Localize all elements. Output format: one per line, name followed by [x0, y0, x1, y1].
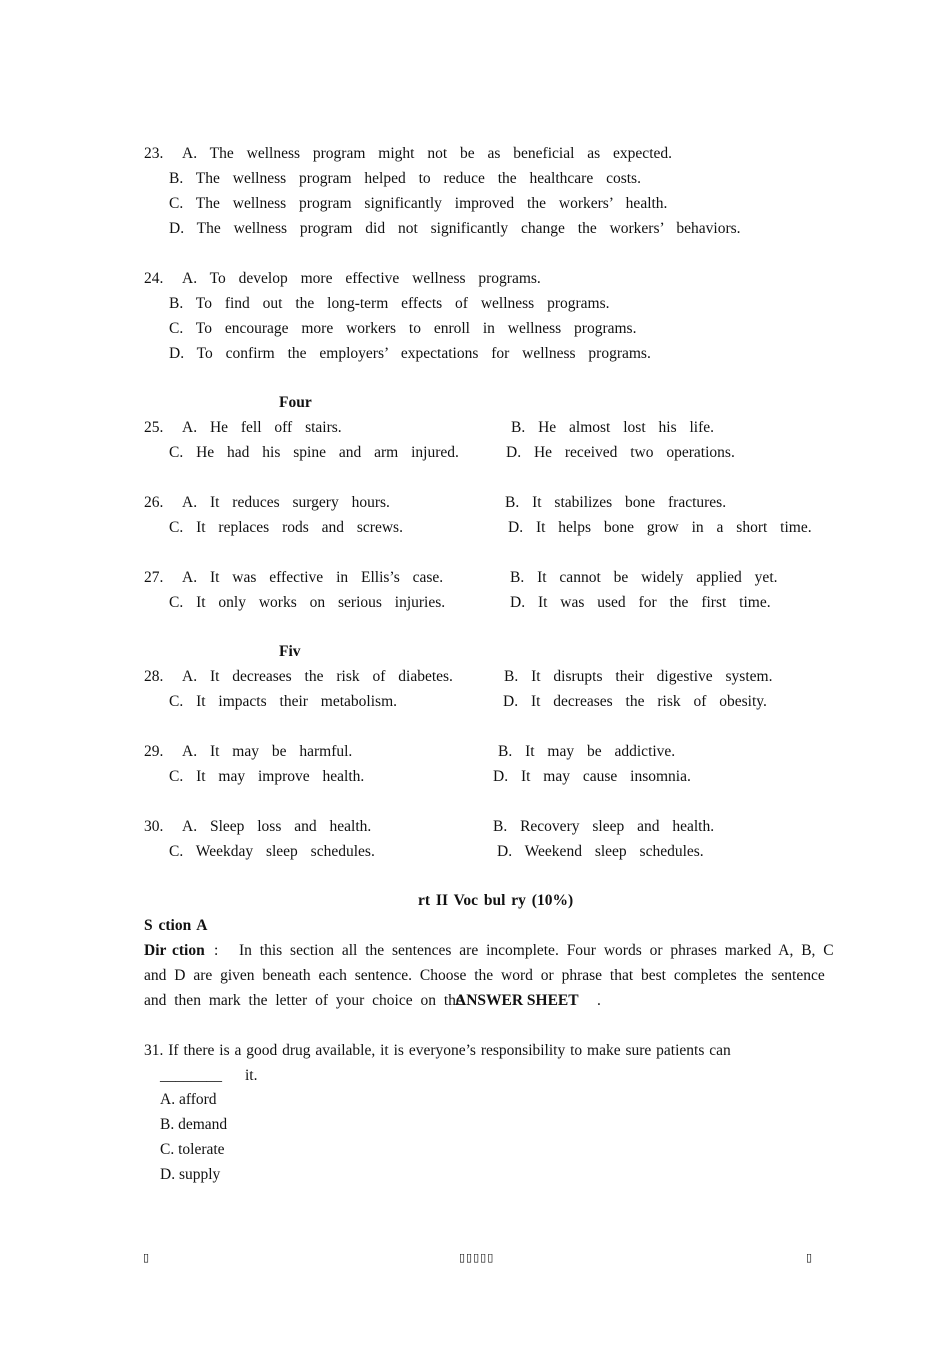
- q29-option-c: C. It may improve health.: [169, 768, 365, 785]
- q27-option-a: A. It was effective in Ellis’s case.: [182, 569, 444, 586]
- q24-option-d: D. To confirm the employers’ expectations for wellness programs.: [169, 345, 651, 362]
- q29-option-a: A. It may be harmful.: [182, 743, 353, 760]
- q31-blank: ________: [160, 1067, 222, 1084]
- q27-option-c: C. It only works on serious injuries.: [169, 594, 446, 611]
- q29-option-d: D. It may cause insomnia.: [493, 768, 691, 785]
- q31-stem: 31. If there is a good drug available, it is everyone’s responsibility to make sure patients can: [144, 1042, 731, 1059]
- q25-option-d: D. He received two operations.: [506, 444, 735, 461]
- directions-label: Dir ction: [144, 942, 205, 959]
- passage-four-heading: Four: [279, 394, 312, 411]
- q29-option-b: B. It may be addictive.: [498, 743, 676, 760]
- directions-line-1: In this section all the sentences are incomplete. Four words or phrases marked A, B, C: [239, 942, 834, 959]
- directions-period: .: [597, 992, 601, 1009]
- directions-line-2: and D are given beneath each sentence. Choose the word or phrase that best completes the sentence: [144, 967, 825, 984]
- q28-option-a: A. It decreases the risk of diabetes.: [182, 668, 453, 685]
- q23-option-c: C. The wellness program significantly improved the workers’ health.: [169, 195, 668, 212]
- q28-option-d: D. It decreases the risk of obesity.: [503, 693, 767, 710]
- q30-option-c: C. Weekday sleep schedules.: [169, 843, 375, 860]
- q31-option-b: B. demand: [160, 1116, 228, 1133]
- q25-option-a: A. He fell off stairs.: [182, 419, 342, 436]
- q26-option-d: D. It helps bone grow in a short time.: [508, 519, 812, 536]
- q24-number: 24.: [144, 270, 164, 287]
- q26-number: 26.: [144, 494, 164, 511]
- q30-option-d: D. Weekend sleep schedules.: [497, 843, 704, 860]
- passage-five-heading: Fiv: [279, 643, 301, 660]
- directions-line-3: and then mark the letter of your choice on the: [144, 992, 463, 1009]
- q27-option-d: D. It was used for the first time.: [510, 594, 771, 611]
- footer-left-glyph: ▯: [143, 1251, 150, 1264]
- q24-option-b: B. To find out the long-term effects of wellness programs.: [169, 295, 610, 312]
- q30-number: 30.: [144, 818, 164, 835]
- q26-option-c: C. It replaces rods and screws.: [169, 519, 403, 536]
- directions-colon: :: [214, 942, 219, 959]
- q28-option-c: C. It impacts their metabolism.: [169, 693, 397, 710]
- q28-option-b: B. It disrupts their digestive system.: [504, 668, 773, 685]
- q31-option-c: C. tolerate: [160, 1141, 225, 1158]
- q31-option-a: A. afford: [160, 1091, 217, 1108]
- q30-option-b: B. Recovery sleep and health.: [493, 818, 715, 835]
- section-heading: S ction A: [144, 917, 208, 934]
- q23-option-b: B. The wellness program helped to reduce the healthcare costs.: [169, 170, 641, 187]
- q23-option-d: D. The wellness program did not significantly change the workers’ behaviors.: [169, 220, 741, 237]
- answer-sheet-label: ANSWER SHEET: [455, 992, 579, 1009]
- footer-right-glyph: ▯: [806, 1251, 813, 1264]
- q30-option-a: A. Sleep loss and health.: [182, 818, 372, 835]
- q29-number: 29.: [144, 743, 164, 760]
- part-heading: rt II Voc bul ry (10%): [418, 892, 574, 909]
- q26-option-a: A. It reduces surgery hours.: [182, 494, 390, 511]
- q23-option-a: A. The wellness program might not be as beneficial as expected.: [182, 145, 673, 162]
- q27-option-b: B. It cannot be widely applied yet.: [510, 569, 778, 586]
- q24-option-a: A. To develop more effective wellness programs.: [182, 270, 541, 287]
- q25-number: 25.: [144, 419, 164, 436]
- q25-option-c: C. He had his spine and arm injured.: [169, 444, 459, 461]
- q31-stem-end: it.: [245, 1067, 258, 1084]
- q24-option-c: C. To encourage more workers to enroll in wellness programs.: [169, 320, 637, 337]
- footer-center-text: ▯▯▯▯▯: [459, 1251, 495, 1264]
- q25-option-b: B. He almost lost his life.: [511, 419, 715, 436]
- q23-number: 23.: [144, 145, 164, 162]
- q31-option-d: D. supply: [160, 1166, 221, 1183]
- q27-number: 27.: [144, 569, 164, 586]
- q28-number: 28.: [144, 668, 164, 685]
- q26-option-b: B. It stabilizes bone fractures.: [505, 494, 727, 511]
